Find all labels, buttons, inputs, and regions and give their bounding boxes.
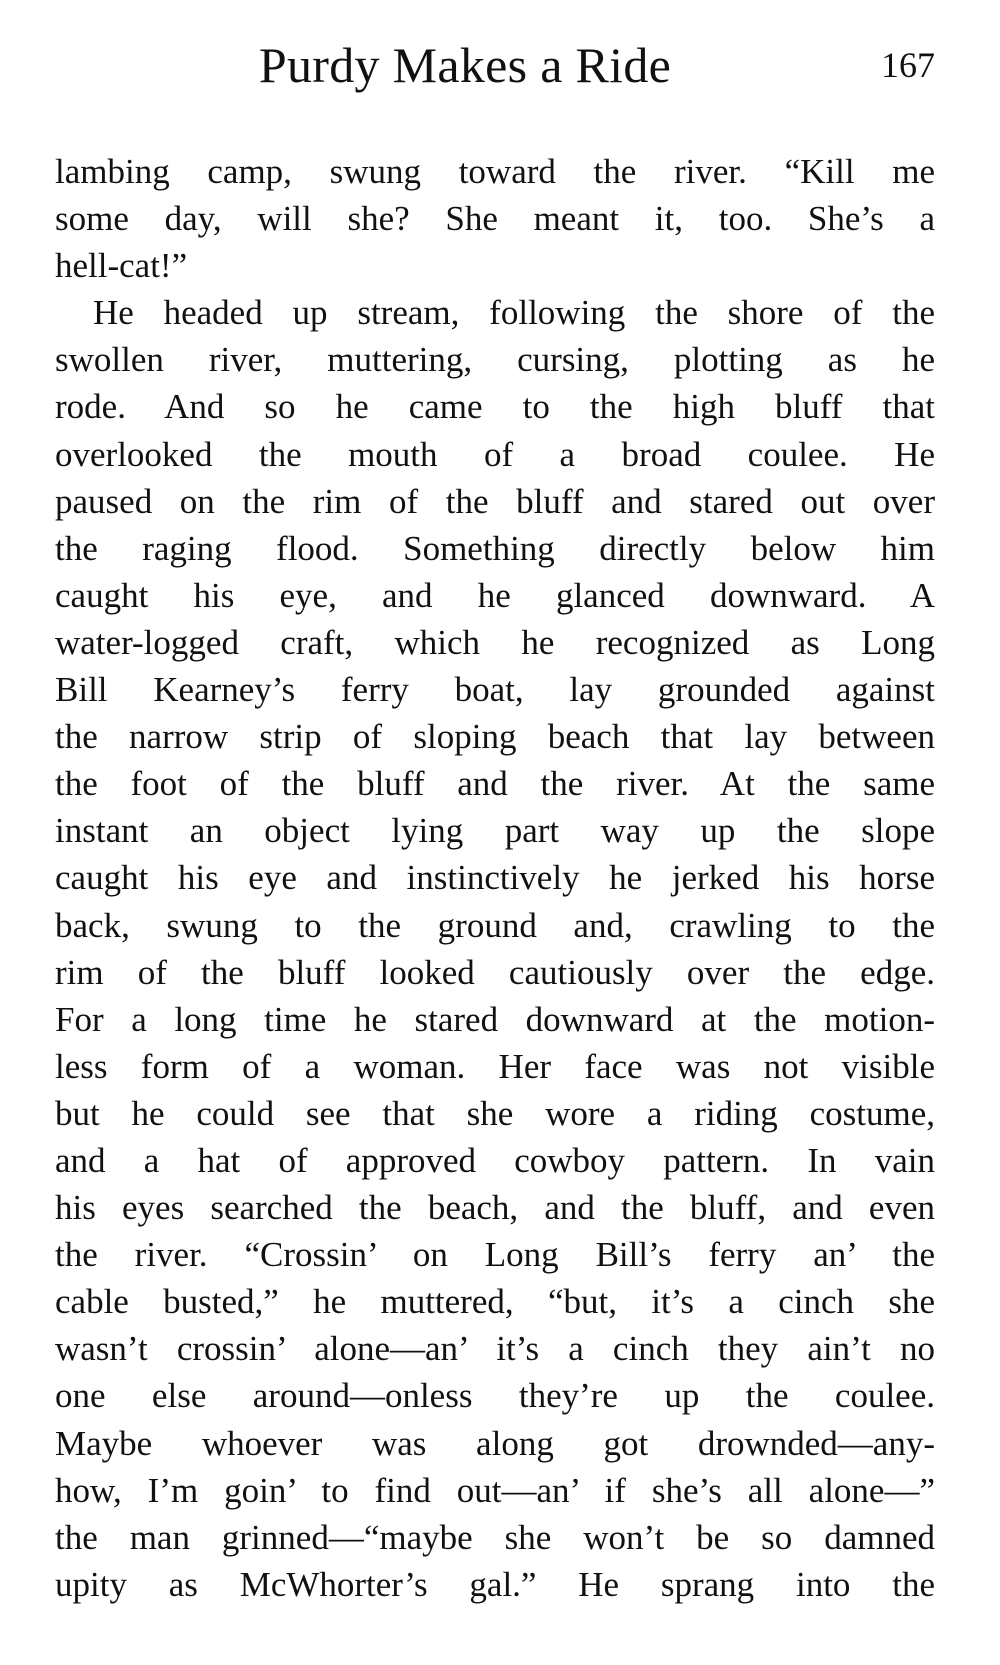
text-line: rim of the bluff looked cautiously over the edge. [55,952,935,992]
text-line: the narrow strip of sloping beach that lay between [55,717,935,757]
text-line: the river. “Crossin’ on Long Bill’s ferry an’ the [55,1235,935,1275]
text-line: hell-cat!” [55,246,188,286]
running-head [55,30,935,100]
text-line: one else around—onless they’re up the coulee. [55,1376,935,1416]
text-line: and a hat of approved cowboy pattern. In vain [55,1140,935,1180]
text-line: paused on the rim of the bluff and stared out over [55,481,935,521]
text-line: the foot of the bluff and the river. At the same [55,764,935,804]
text-line: rode. And so he came to the high bluff that [55,387,935,427]
text-line: his eyes searched the beach, and the bluff, and even [55,1188,935,1228]
text-line: the man grinned—“maybe she won’t be so damned [55,1517,935,1557]
text-line: the raging flood. Something directly below him [55,528,935,568]
text-line: He headed up stream, following the shore of the [93,293,935,333]
text-line: For a long time he stared downward at the motion- [55,999,935,1039]
text-line: caught his eye, and he glanced downward. A [55,575,935,615]
text-line: upity as McWhorter’s gal.” He sprang into the [55,1564,935,1604]
text-line: overlooked the mouth of a broad coulee. He [55,434,935,474]
text-line: Bill Kearney’s ferry boat, lay grounded against [55,670,935,710]
text-line: swollen river, muttering, cursing, plotting as he [55,340,935,380]
body-text [55,148,935,1608]
text-line: some day, will she? She meant it, too. She’s a [55,199,935,239]
text-line: Maybe whoever was along got drownded—any- [55,1423,935,1463]
text-line: less form of a woman. Her face was not visible [55,1046,935,1086]
page-number: 167 [881,45,935,85]
text-line: how, I’m goin’ to find out—an’ if she’s all alone—” [55,1470,935,1510]
text-line: wasn’t crossin’ alone—an’ it’s a cinch they ain’t no [55,1329,935,1369]
text-line: caught his eye and instinctively he jerked his horse [55,858,935,898]
text-line: instant an object lying part way up the slope [55,811,935,851]
text-line: but he could see that she wore a riding costume, [55,1093,935,1133]
chapter-title: Purdy Makes a Ride [258,37,672,93]
text-line: back, swung to the ground and, crawling to the [55,905,935,945]
text-line: cable busted,” he muttered, “but, it’s a cinch she [55,1282,935,1322]
text-line: lambing camp, swung toward the river. “Kill me [55,152,935,191]
text-line: water-logged craft, which he recognized as Long [55,622,935,662]
